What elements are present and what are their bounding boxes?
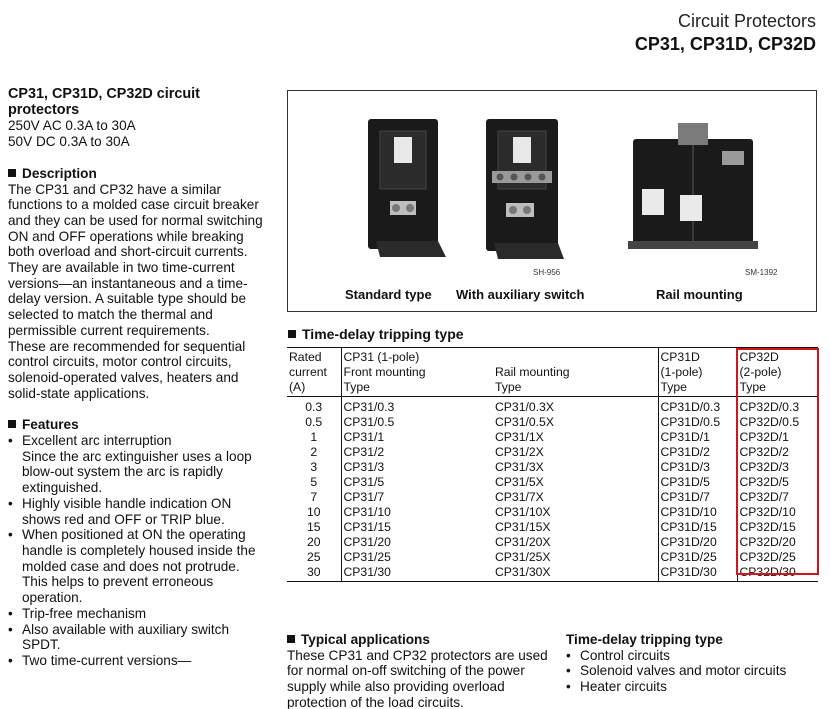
header-rated-current <box>287 348 341 397</box>
header-line: CP31D <box>660 350 700 364</box>
header-line: CP31 (1-pole) <box>343 350 420 364</box>
type-cell: CP31/20 <box>341 535 493 550</box>
features-heading <box>8 417 270 433</box>
photo-code-2: SM-1392 <box>745 268 778 277</box>
type-cell: CP32D/2 <box>737 445 818 460</box>
square-bullet-icon <box>8 420 16 428</box>
header-line: current <box>289 365 327 379</box>
header-line: (1-pole) <box>660 365 703 379</box>
feature-item: • Two time-current versions— <box>8 653 270 669</box>
rated-current-cell: 1 <box>310 430 318 444</box>
rated-current-cell: 15 <box>306 520 321 534</box>
header-line: (A) <box>289 380 306 394</box>
features-heading-text: Features <box>22 417 79 433</box>
header-category: Circuit Protectors <box>677 11 816 31</box>
feature-item: • Highly visible handle indication ON shows red and OFF or TRIP blue. <box>8 496 270 527</box>
rated-current-cell: 3 <box>310 460 318 474</box>
cp32d-highlight-box <box>736 348 819 575</box>
type-cell: CP31D/0.3 <box>658 397 737 416</box>
description-para2: These are recommended for sequential control circuits, motor control circuits, solenoid-operated valves, heaters and solid-state applications. <box>8 338 246 401</box>
type-cell: CP31D/0.5 <box>658 415 737 430</box>
type-cell: CP31D/30 <box>658 565 737 582</box>
header-cp31-front <box>341 348 493 397</box>
header-cp31d <box>658 348 737 397</box>
rated-current-cell: 2 <box>310 445 318 459</box>
rated-current-cell: 5 <box>310 475 318 489</box>
type-cell: CP31/0.3X <box>495 400 554 414</box>
auxiliary-switch-breaker-image <box>486 119 564 259</box>
standard-type-breaker-image <box>368 119 446 257</box>
feature-item: • Excellent arc interruption <box>8 433 270 449</box>
header-line: Front mounting <box>343 365 426 379</box>
time-delay-applications <box>566 632 821 695</box>
header-line: Rail mounting <box>495 365 570 379</box>
header-cp31-rail <box>493 348 658 397</box>
header-line: Type <box>343 380 370 394</box>
description-heading-text: Description <box>22 165 97 181</box>
rail-mounting-breaker-image <box>628 123 758 249</box>
type-cell: CP32D/1 <box>737 430 818 445</box>
table-section-heading-text: Time-delay tripping type <box>302 326 464 342</box>
feature-item: • Trip-free mechanism <box>8 606 270 622</box>
type-cell: CP32D/10 <box>737 505 818 520</box>
type-cell: CP32D/7 <box>737 490 818 505</box>
type-cell: CP31/7X <box>495 490 544 504</box>
square-bullet-icon <box>287 635 295 643</box>
type-cell: CP31D/3 <box>658 460 737 475</box>
applications-text: These CP31 and CP32 protectors are used for normal on-off switching of the power supply while also providing overload protection of the load circuits. <box>287 647 548 709</box>
type-cell: CP31/5X <box>495 475 544 489</box>
caption-rail: Rail mounting <box>656 287 743 302</box>
rated-current-cell: 0.3 <box>305 400 323 414</box>
description-heading <box>8 166 270 182</box>
type-cell: CP31D/7 <box>658 490 737 505</box>
description-para1: The CP31 and CP32 have a similar functions to a molded case circuit breaker and they can be used for normal switching ON and OFF operations while breaking both overload and short-circuit currents. They are available in two time-current versions—an instantaneous and a time-delay version. A suitable type should be selected to match the thermal and permissible current requirements. <box>8 181 263 338</box>
type-cell: CP31/0.3 <box>341 397 493 416</box>
breaker-photos-illustration <box>288 91 816 281</box>
header-models: CP31, CP31D, CP32D <box>634 34 816 54</box>
feature-detail: Since the arc extinguisher uses a loop blow-out system the arc is rapidly extinguished. <box>22 448 252 496</box>
type-cell: CP31/1X <box>495 430 544 444</box>
type-cell: CP31D/25 <box>658 550 737 565</box>
type-cell: CP31D/10 <box>658 505 737 520</box>
type-cell: CP31/30 <box>341 565 493 582</box>
type-cell: CP32D/3 <box>737 460 818 475</box>
type-cell: CP31/2 <box>341 445 493 460</box>
applications-heading-text: Typical applications <box>301 632 430 647</box>
type-cell: CP31/10 <box>341 505 493 520</box>
product-photo-panel <box>287 90 817 312</box>
type-cell: CP31D/2 <box>658 445 737 460</box>
spec-dc: 50V DC 0.3A to 30A <box>8 134 130 150</box>
caption-standard: Standard type <box>345 287 432 302</box>
rated-current-cell: 10 <box>306 505 321 519</box>
type-cell: CP31/3 <box>341 460 493 475</box>
photo-code-1: SH-956 <box>533 268 561 277</box>
type-cell: CP31D/20 <box>658 535 737 550</box>
tdt-heading: Time-delay tripping type <box>566 632 723 647</box>
type-cell: CP31/30X <box>495 565 551 579</box>
caption-auxiliary: With auxiliary switch <box>456 287 585 302</box>
type-cell: CP32D/0.5 <box>737 415 818 430</box>
type-cell: CP31/7 <box>341 490 493 505</box>
square-bullet-icon <box>8 169 16 177</box>
type-cell: CP31/3X <box>495 460 544 474</box>
type-cell: CP31/5 <box>341 475 493 490</box>
type-cell: CP31/20X <box>495 535 551 549</box>
rated-current-cell: 30 <box>306 565 321 579</box>
feature-item: • Also available with auxiliary switch SPDT. <box>8 622 270 653</box>
header-line: Rated <box>289 350 322 364</box>
tdt-item: • Control circuits <box>566 648 821 664</box>
applications-heading <box>287 632 552 648</box>
type-cell: CP32D/20 <box>737 535 818 550</box>
type-cell: CP32D/30 <box>737 565 818 582</box>
type-cell: CP31D/1 <box>658 430 737 445</box>
type-cell: CP31/2X <box>495 445 544 459</box>
product-title: CP31, CP31D, CP32D circuit protectors <box>8 86 200 118</box>
rated-current-cell: 25 <box>306 550 321 564</box>
spec-ac: 250V AC 0.3A to 30A <box>8 118 136 134</box>
type-cell: CP31/0.5 <box>341 415 493 430</box>
table-section-heading <box>288 326 464 342</box>
tdt-item: • Solenoid valves and motor circuits <box>566 663 821 679</box>
type-cell: CP31/25X <box>495 550 551 564</box>
header-line: Type <box>739 380 766 394</box>
feature-detail: This helps to prevent erroneous operation. <box>22 574 214 606</box>
type-cell: CP31/15X <box>495 520 551 534</box>
typical-applications <box>287 632 552 709</box>
header-line: Type <box>660 380 687 394</box>
rated-current-cell: 0.5 <box>305 415 323 429</box>
tdt-item: • Heater circuits <box>566 679 821 695</box>
header-line: CP32D <box>739 350 779 364</box>
type-cell: CP31/1 <box>341 430 493 445</box>
page-header <box>635 10 816 56</box>
rated-current-cell: 7 <box>310 490 318 504</box>
square-bullet-icon <box>288 330 296 338</box>
type-cell: CP32D/15 <box>737 520 818 535</box>
type-cell: CP31/10X <box>495 505 551 519</box>
rated-current-cell: 20 <box>306 535 321 549</box>
feature-item: • When positioned at ON the operating handle is completely housed inside the molded case and does not protrude. <box>8 527 270 574</box>
type-cell: CP32D/25 <box>737 550 818 565</box>
type-cell: CP31/25 <box>341 550 493 565</box>
type-cell: CP31D/5 <box>658 475 737 490</box>
header-line: Type <box>495 380 522 394</box>
header-line: (2-pole) <box>739 365 782 379</box>
type-cell: CP32D/5 <box>737 475 818 490</box>
type-cell: CP31/0.5X <box>495 415 554 429</box>
left-column <box>8 87 270 669</box>
type-cell: CP32D/0.3 <box>737 397 818 416</box>
type-cell: CP31D/15 <box>658 520 737 535</box>
type-cell: CP31/15 <box>341 520 493 535</box>
